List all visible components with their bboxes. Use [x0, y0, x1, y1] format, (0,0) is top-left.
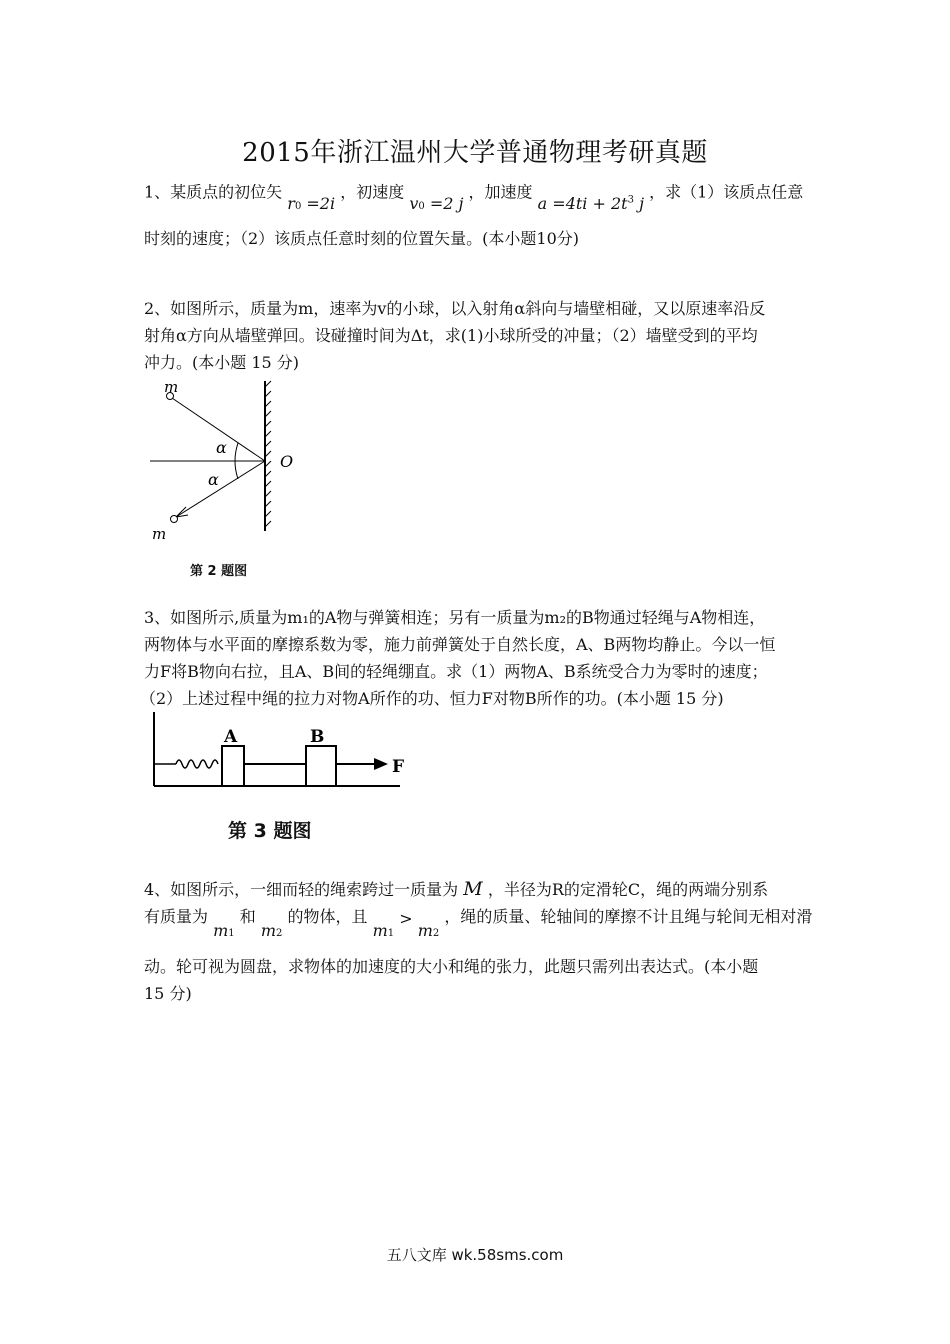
q2-caption: 第 2 题图 — [190, 564, 248, 579]
ball-bottom-icon — [171, 516, 178, 523]
label-alpha-bottom: α — [208, 470, 219, 489]
q1-text-a: 1、某质点的初位矢 — [144, 182, 283, 202]
spring-icon — [176, 760, 218, 768]
q3-line4: （2）上述过程中绳的拉力对物A所作的功、恒力F对物B所作的功。(本小题 15 分) — [140, 689, 724, 708]
q3-line1: 3、如图所示,质量为m₁的A物与弹簧相连；另有一质量为m₂的B物通过轻绳与A物相连， — [144, 608, 766, 627]
q2-figure — [140, 375, 320, 545]
page-footer: 五八文库 wk.58sms.com — [386, 1246, 564, 1264]
q1-a: $a =4ti + 2t^3$ j — [537, 194, 645, 214]
q3-line3: 力F将B物向右拉，且A、B间的轻绳绷直。求（1）两物A、B系统受合力为零时的速度； — [144, 662, 768, 681]
q1-v0: v0 =2 j — [409, 194, 464, 214]
q3-line2: 两物体与水平面的摩擦系数为零，施力前弹簧处于自然长度，A、B两物均静止。今以一恒 — [144, 635, 776, 654]
q4-line1 — [144, 878, 768, 901]
force-arrow-icon — [374, 758, 388, 770]
q2-line3: 冲力。(本小题 15 分) — [144, 353, 300, 372]
q1-line1 — [144, 178, 804, 214]
arrow-head-icon — [176, 507, 188, 517]
page-title: 2015年浙江温州大学普通物理考研真题 — [242, 138, 708, 168]
label-m-bottom: m — [152, 525, 167, 543]
q4-line4: 15 分) — [144, 984, 192, 1003]
q1-sep1: ，初速度 — [340, 182, 405, 202]
q3-figure — [148, 708, 418, 794]
block-b — [306, 746, 336, 786]
q4-m1: m1 — [213, 921, 235, 940]
label-b: B — [310, 727, 325, 747]
q4-text-a: 4、如图所示，一细而轻的绳索跨过一质量为 — [144, 880, 459, 899]
q4-gt: > — [399, 909, 413, 928]
q4-m1b: m1 — [372, 921, 395, 940]
block-a — [222, 746, 244, 786]
q4-text-c: 有质量为 — [144, 907, 209, 926]
q4-line3: 动。轮可视为圆盘，求物体的加速度的大小和绳的张力，此题只需列出表达式。(本小题 — [144, 957, 759, 976]
label-a: A — [224, 727, 238, 747]
q2-line2: 射角α方向从墙壁弹回。设碰撞时间为Δt，求(1)小球所受的冲量；（2）墙壁受到的平均 — [144, 326, 758, 345]
q3-caption: 第 3 题图 — [228, 820, 312, 842]
label-m-top: m — [164, 378, 179, 396]
label-o: O — [280, 452, 294, 471]
label-f: F — [392, 757, 405, 777]
q1-text-b: ，求（1）该质点任意 — [649, 182, 804, 202]
label-alpha-top: α — [216, 438, 227, 457]
q4-text-e: ，绳的质量、轮轴间的摩擦不计且绳与轮间无相对滑 — [444, 907, 813, 926]
q4-text-d: 的物体，且 — [287, 907, 368, 926]
q4-line2 — [144, 906, 813, 940]
q1-sep2: ，加速度 — [468, 182, 533, 202]
q2-line1: 2、如图所示，质量为m，速率为v的小球，以入射角α斜向与墙壁相碰，又以原速率沿反 — [144, 299, 766, 318]
q4-and: 和 — [239, 907, 256, 926]
q4-m2b: m2 — [417, 921, 440, 940]
q1-line2: 时刻的速度；（2）该质点任意时刻的位置矢量。(本小题10分) — [144, 229, 580, 248]
q1-r0: r0 =2i — [287, 194, 336, 214]
q4-m2: m2 — [260, 921, 283, 940]
q4-mass-m: M — [463, 878, 483, 900]
q4-text-b: ，半径为R的定滑轮C，绳的两端分别系 — [487, 880, 769, 899]
reflected-path — [176, 461, 265, 517]
